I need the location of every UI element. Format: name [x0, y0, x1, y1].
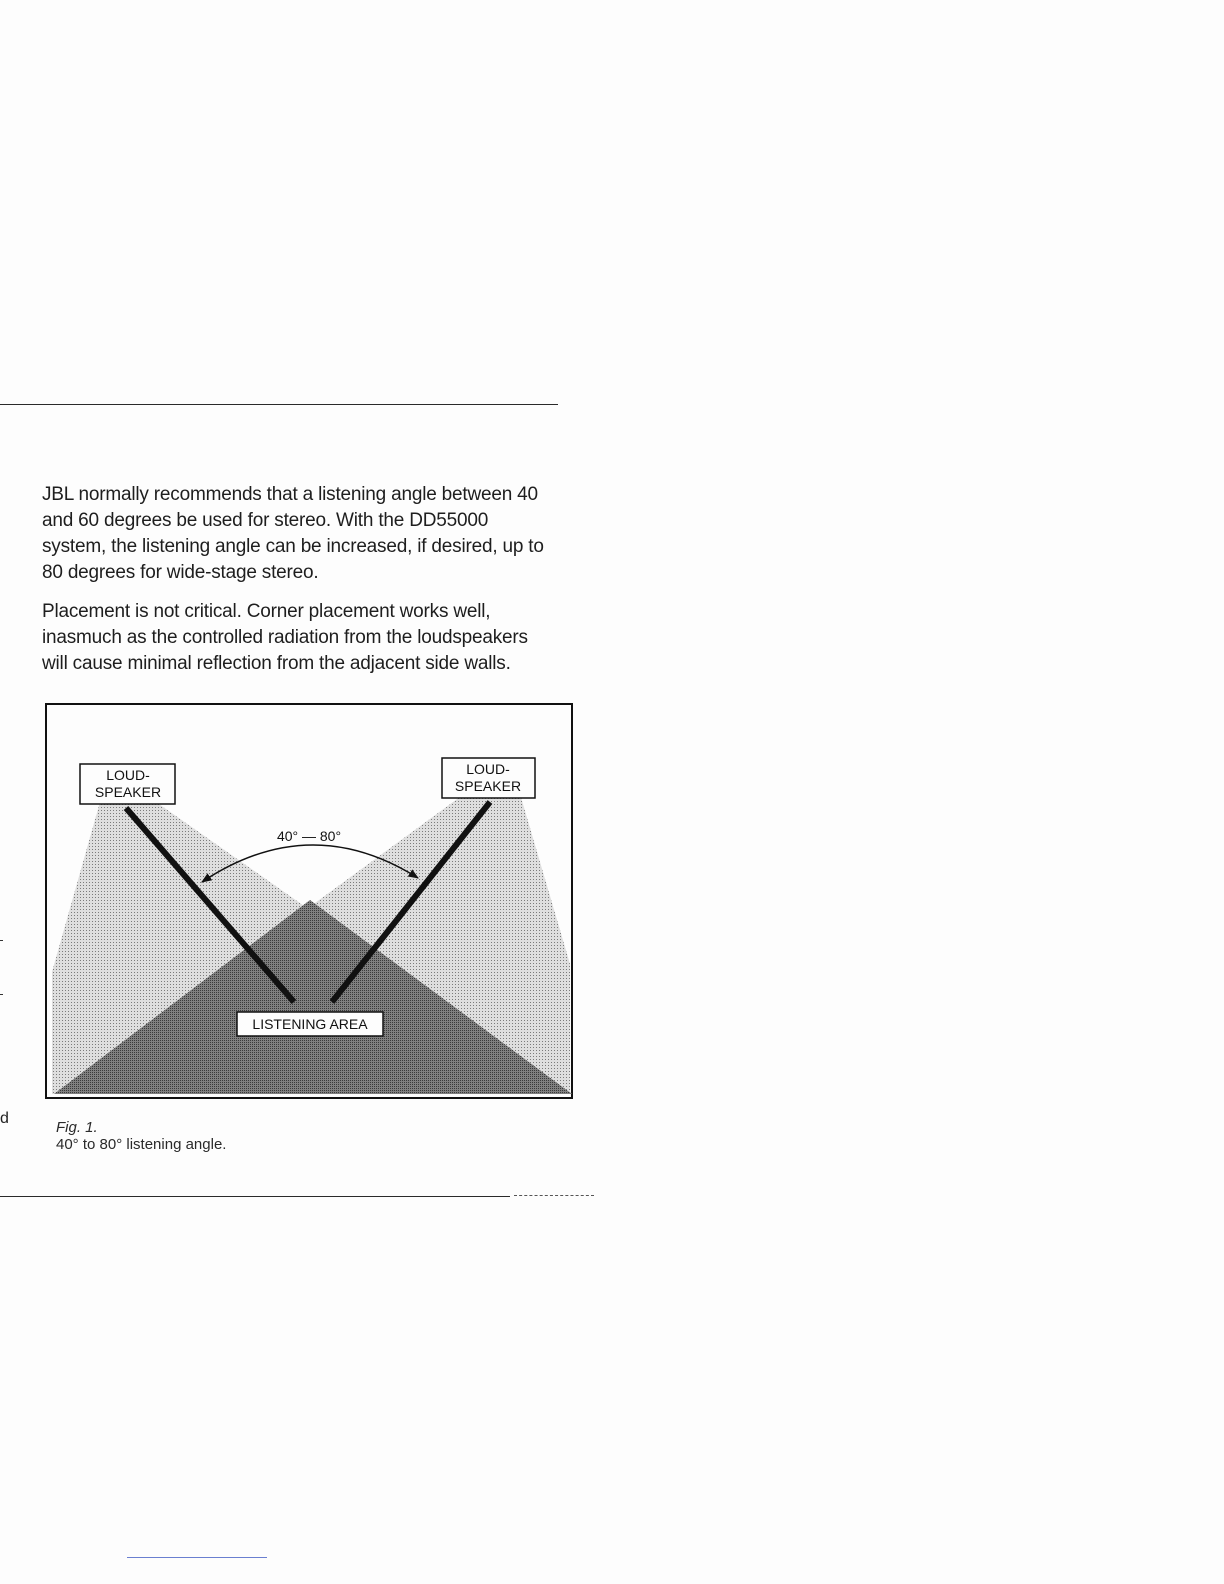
- figure-caption: 40° to 80° listening angle.: [56, 1136, 227, 1153]
- left-speaker-label-1: LOUD-: [106, 767, 150, 783]
- left-speaker-label-2: SPEAKER: [94, 784, 162, 800]
- bottom-blue-line: [127, 1557, 267, 1558]
- margin-tick: [0, 940, 3, 941]
- figure-number: Fig. 1.: [56, 1119, 98, 1136]
- paragraph-listening-angle: JBL normally recommends that a listening angle between 40 and 60 degrees be used for stereo. With the DD55000 system, the listening angle can be increased, if desired, up to 80 degrees for wide-stage stereo.: [42, 484, 544, 583]
- margin-mark: d: [0, 1110, 9, 1127]
- right-speaker-label-2: SPEAKER: [454, 778, 522, 794]
- listening-area-label: LISTENING AREA: [252, 1016, 368, 1032]
- margin-tick: [0, 994, 3, 995]
- top-rule: [0, 404, 558, 405]
- paragraph-placement: Placement is not critical. Corner placement works well, inasmuch as the controlled radiation from the loudspeakers will cause minimal reflection from the adjacent side walls.: [42, 601, 528, 674]
- bottom-rule-tail: [514, 1195, 594, 1196]
- angle-label: 40° — 80°: [276, 828, 342, 844]
- bottom-rule: [0, 1196, 510, 1197]
- right-speaker-label-1: LOUD-: [466, 761, 510, 777]
- listening-angle-diagram: [44, 702, 576, 1102]
